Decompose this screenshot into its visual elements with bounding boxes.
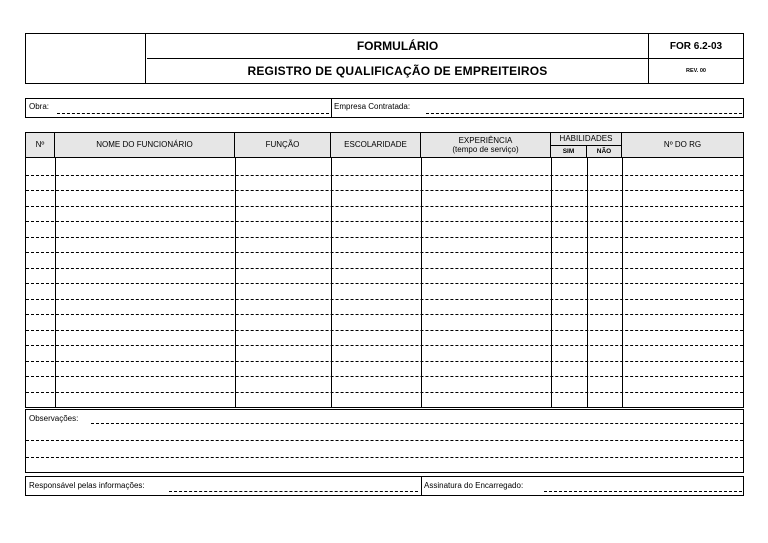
table-row[interactable] — [26, 237, 743, 238]
obra-label: Obra: — [29, 102, 50, 111]
form-subtitle: REGISTRO DE QUALIFICAÇÃO DE EMPREITEIROS — [147, 59, 649, 83]
footer-divider — [421, 477, 422, 495]
footer-row — [25, 476, 744, 496]
table-row[interactable] — [26, 175, 743, 176]
responsavel-field[interactable] — [169, 491, 418, 492]
obra-field[interactable] — [57, 113, 329, 114]
form-revision: REV. 00 — [686, 68, 706, 74]
form-title: FORMULÁRIO — [147, 34, 649, 59]
table-row[interactable] — [26, 299, 743, 300]
table-row[interactable] — [26, 314, 743, 315]
header-experiencia-sub: (tempo de serviço) — [452, 144, 519, 154]
header-habilidades — [551, 133, 622, 158]
observations-line[interactable] — [26, 457, 743, 458]
header-experiencia — [421, 133, 551, 158]
info-divider — [331, 99, 332, 117]
header-escolaridade: ESCOLARIDADE — [331, 133, 421, 158]
table-row[interactable] — [26, 268, 743, 269]
header-nome: NOME DO FUNCIONÁRIO — [55, 133, 235, 158]
form-header — [25, 33, 744, 84]
table-row[interactable] — [26, 376, 743, 377]
header-funcao: FUNÇÃO — [235, 133, 331, 158]
header-habilidades-title: HABILIDADES — [551, 133, 621, 146]
header-rg: Nº DO RG — [663, 140, 702, 150]
observations-line[interactable] — [91, 423, 743, 424]
observations-box — [25, 409, 744, 473]
logo-cell — [26, 34, 146, 83]
table-row[interactable] — [26, 361, 743, 362]
header-nao: NÃO — [596, 148, 612, 156]
header-experiencia-title: EXPERIÊNCIA — [458, 135, 513, 145]
table-row[interactable] — [26, 190, 743, 191]
table-row[interactable] — [26, 330, 743, 331]
observations-line[interactable] — [26, 440, 743, 441]
assinatura-field[interactable] — [544, 491, 742, 492]
employees-table — [25, 132, 744, 408]
header-sim: SIM — [551, 146, 587, 158]
table-row[interactable] — [26, 345, 743, 346]
assinatura-label: Assinatura do Encarregado: — [424, 481, 524, 490]
empresa-label: Empresa Contratada: — [334, 102, 411, 111]
responsavel-label: Responsável pelas informações: — [29, 481, 145, 490]
info-row — [25, 98, 744, 118]
table-row[interactable] — [26, 252, 743, 253]
table-row[interactable] — [26, 206, 743, 207]
header-num: Nº — [26, 133, 55, 158]
header-habilidades-sub — [551, 146, 621, 158]
form-code: FOR 6.2-03 — [649, 34, 743, 59]
empresa-field[interactable] — [426, 113, 742, 114]
table-row[interactable] — [26, 221, 743, 222]
table-row[interactable] — [26, 283, 743, 284]
table-header — [26, 133, 743, 158]
observations-label: Observações: — [29, 414, 79, 423]
table-row[interactable] — [26, 392, 743, 393]
